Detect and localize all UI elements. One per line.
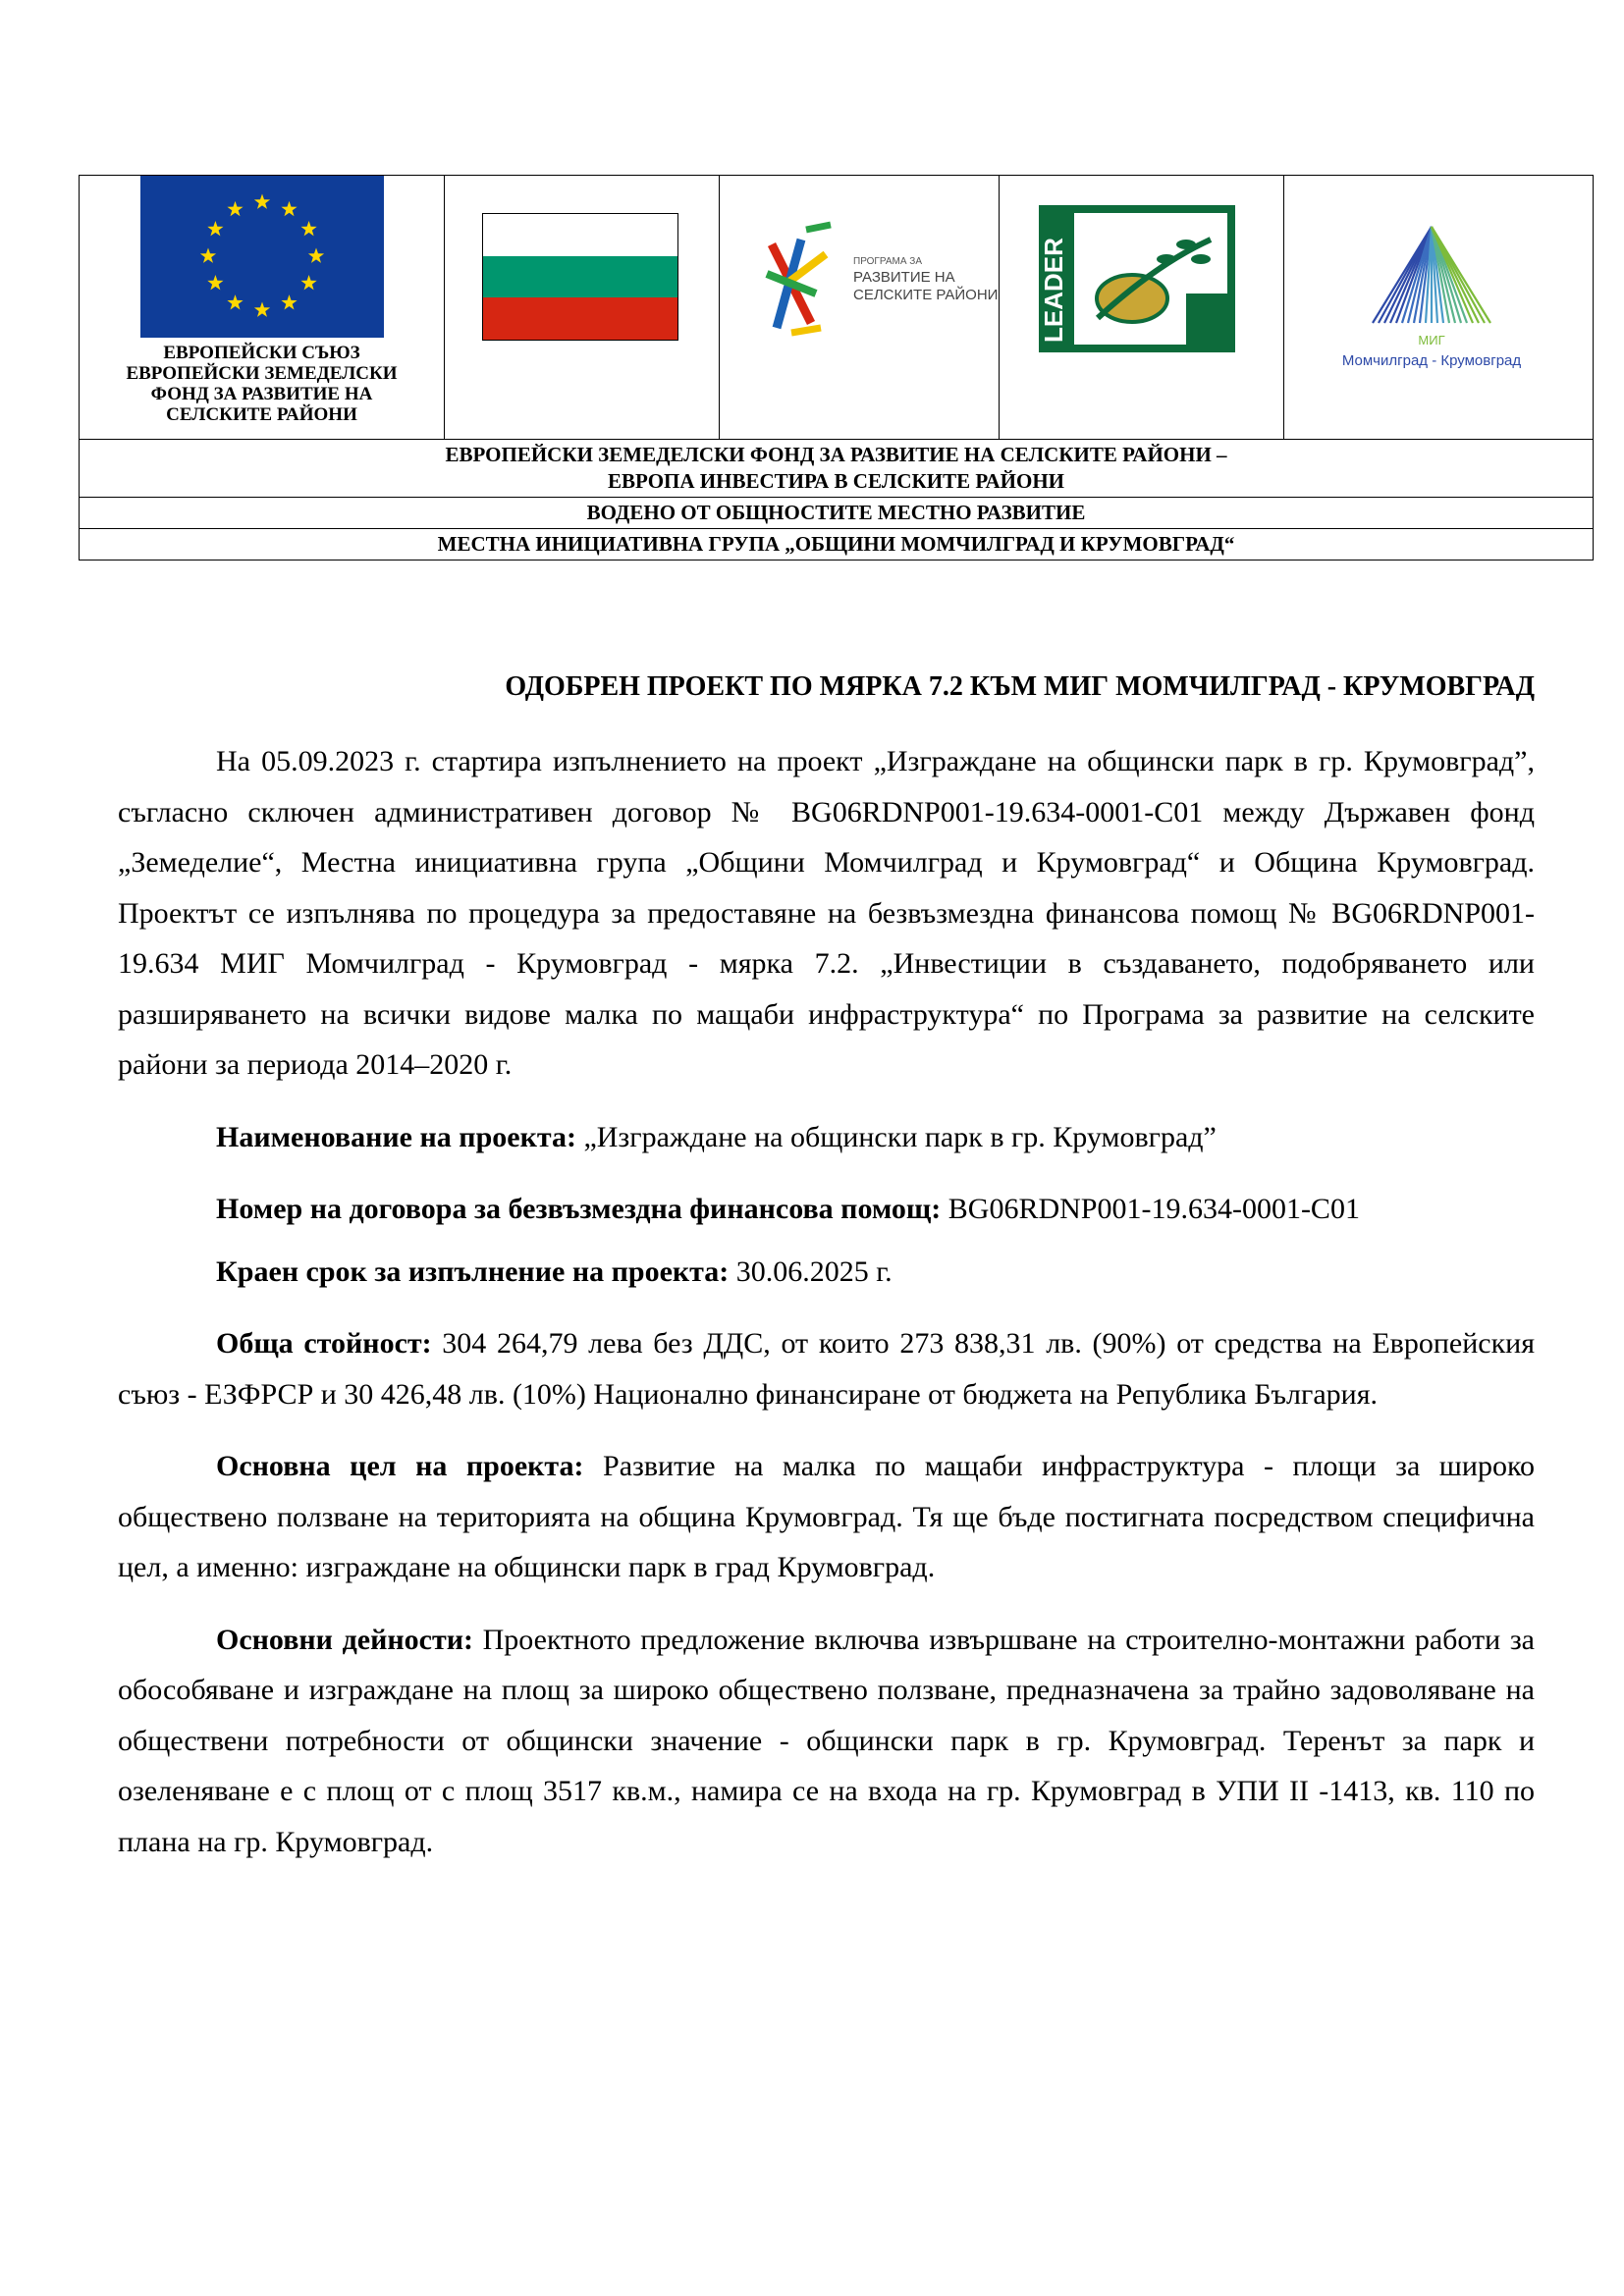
deadline-paragraph	[118, 1247, 1535, 1298]
band-line: ЕВРОПЕЙСКИ ЗЕМЕДЕЛСКИ ФОНД ЗА РАЗВИТИЕ НА СЕЛСКИТЕ РАЙОНИ –	[445, 443, 1227, 466]
rural-development-programme-logo	[747, 215, 999, 352]
mig-logo-name: Момчилград - Крумовград	[1341, 352, 1522, 369]
leader-logo-cell	[1000, 176, 1284, 440]
main-goal-text: Развитие на малка по мащаби инфраструктура - площи за широко обществено ползване на територията на община Крумовград. Тя ще бъде постигната посредством специфична цел, а именно: изграждане на общински парк в град Крумовград.	[118, 1450, 1535, 1583]
leader-text: LEADER	[1039, 238, 1068, 343]
header-band-lag: МЕСТНА ИНИЦИАТИВНА ГРУПА „ОБЩИНИ МОМЧИЛГРАД И КРУМОВГРАД“	[80, 529, 1594, 561]
prsr-logo-text: СЕЛСКИТЕ РАЙОНИ	[853, 287, 999, 303]
total-value-label: Обща стойност:	[216, 1327, 432, 1360]
header-band-clld: ВОДЕНО ОТ ОБЩНОСТИТЕ МЕСТНО РАЗВИТИЕ	[80, 498, 1594, 529]
total-value-text: 304 264,79 лева без ДДС, от които 273 838,31 лв. (90%) от средства на Европейския съюз - ЕЗФРСР и 30 426,48 лв. (10%) Национално финансиране от бюджета на Република България.	[118, 1327, 1535, 1411]
deadline-value: 30.06.2025 г.	[729, 1255, 893, 1288]
project-name-value: „Изграждане на общински парк в гр. Крумовград”	[575, 1120, 1217, 1153]
eu-flag-logo	[140, 176, 384, 338]
prsr-logo-cell	[720, 176, 1000, 440]
header-logo-table	[79, 175, 1594, 561]
document-body	[118, 669, 1535, 1867]
main-goal-label: Основна цел на проекта:	[216, 1450, 584, 1482]
eu-caption-line: ФОНД ЗА РАЗВИТИЕ НА	[150, 384, 373, 404]
prsr-logo-text: РАЗВИТИЕ НА	[853, 269, 955, 286]
eu-caption-line: ЕВРОПЕЙСКИ СЪЮЗ	[163, 343, 360, 363]
project-name-paragraph	[118, 1112, 1535, 1163]
eu-caption-line: ЕВРОПЕЙСКИ ЗЕМЕДЕЛСКИ	[126, 363, 398, 384]
eu-caption	[80, 343, 444, 425]
main-activities-paragraph	[118, 1615, 1535, 1868]
prsr-logo-text: ПРОГРАМА ЗА	[853, 256, 922, 267]
intro-paragraph: На 05.09.2023 г. стартира изпълнението на проект „Изграждане на общински парк в гр. Крумовград”, съгласно сключен административен договор № BG06RDNP001-19.634-0001-C01 между Държавен фонд „Земеделие“, Местна инициативна група „Общини Момчилград и Крумовград“ и Община Крумовград. Проектът се изпълнява по процедура за предоставяне на безвъзмездна финансова помощ № BG06RDNP001-19.634 МИГ Момчилград - Крумовград - мярка 7.2. „Инвестиции в създаването, подобряването или разширяването на всички видове малка по мащаби инфраструктура“ по Програма за развитие на селските райони за периода 2014–2020 г.	[118, 745, 1535, 1081]
header-band-programme	[80, 440, 1594, 498]
leader-logo	[1039, 205, 1235, 352]
contract-number-paragraph	[118, 1184, 1535, 1235]
deadline-label: Краен срок за изпълнение на проекта:	[216, 1255, 730, 1288]
mig-momchilgrad-krumovgrad-logo	[1304, 215, 1559, 382]
contract-number-label: Номер на договора за безвъзмездна финансова помощ:	[216, 1193, 942, 1225]
total-value-paragraph	[118, 1318, 1535, 1419]
mig-logo-cell	[1284, 176, 1594, 440]
bulgarian-flag-logo	[482, 213, 678, 341]
eu-logo-cell	[80, 176, 445, 440]
contract-number-value: BG06RDNP001-19.634-0001-C01	[941, 1193, 1360, 1225]
bulgarian-flag-cell	[445, 176, 720, 440]
document-title: ОДОБРЕН ПРОЕКТ ПО МЯРКА 7.2 КЪМ МИГ МОМЧИЛГРАД - КРУМОВГРАД	[505, 671, 1535, 702]
main-activities-label: Основни дейности:	[216, 1623, 473, 1656]
main-goal-paragraph	[118, 1441, 1535, 1593]
main-activities-text: Проектното предложение включва извършване на строително-монтажни работи за обособяване и изграждане на площ за широко обществено ползване, предназначена за трайно задоволяване на обществени потребности от общински значение - общински парк в гр. Крумовград. Теренът за парк и озеленяване е с площ от с площ 3517 кв.м., намира се на входа на гр. Крумовград в УПИ II -1413, кв. 110 по плана на гр. Крумовград.	[118, 1623, 1535, 1858]
eu-caption-line: СЕЛСКИТЕ РАЙОНИ	[166, 404, 357, 425]
band-line: ЕВРОПА ИНВЕСТИРА В СЕЛСКИТЕ РАЙОНИ	[608, 469, 1064, 493]
mig-logo-abbr: МИГ	[1418, 333, 1445, 347]
project-name-label: Наименование на проекта:	[216, 1120, 576, 1153]
